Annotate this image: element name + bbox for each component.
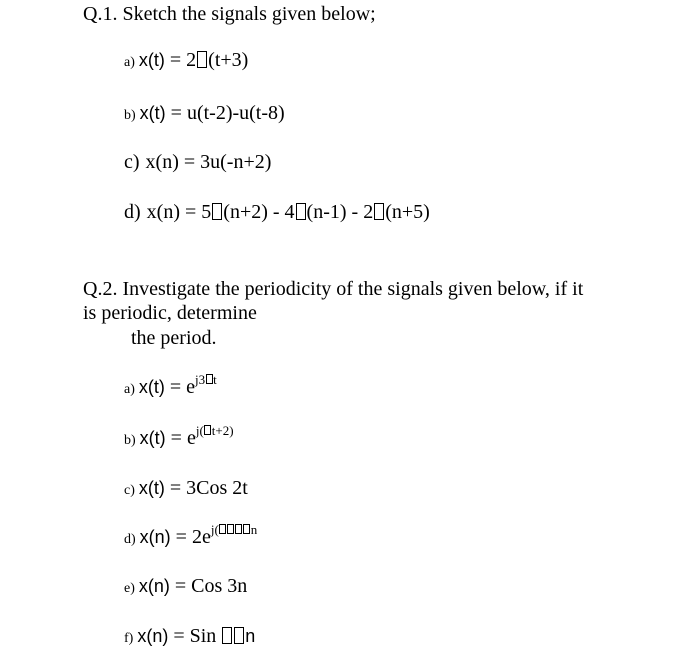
question-2-title-line1: Q.2. Investigate the periodicity of the signals given below, if it (83, 278, 584, 300)
item-expr: = 2e (170, 526, 211, 548)
item-exponent: j3 (195, 372, 206, 387)
question-2-title-line2: is periodic, determine (83, 302, 257, 324)
item-exponent: j( (210, 522, 219, 537)
missing-glyph-box (243, 524, 250, 534)
item-exponent: t+2) (211, 423, 234, 438)
item-label: c) (124, 151, 140, 173)
missing-glyph-box (234, 627, 244, 644)
item-expr: x(n) = 5 (146, 201, 212, 223)
item-label: a) (124, 55, 135, 70)
item-lhs: x(t) (139, 103, 166, 123)
missing-glyph-box (222, 627, 232, 644)
item-expr: = 2 (164, 49, 197, 71)
item-lhs: x(t) (138, 377, 165, 397)
item-lhs: x(t) (138, 50, 165, 70)
item-lhs: x(t) (138, 478, 165, 498)
q1-item-c (124, 150, 271, 174)
item-label: f) (124, 631, 134, 646)
missing-glyph-box (212, 203, 222, 220)
q1-item-d (124, 200, 430, 224)
item-expr: n (245, 626, 256, 646)
item-lhs: x(t) (139, 428, 166, 448)
missing-glyph-box (374, 203, 384, 220)
item-label: d) (124, 532, 136, 547)
item-lhs: x(n) (137, 626, 169, 646)
q2-item-c (124, 476, 248, 503)
item-expr: (t+3) (208, 49, 249, 71)
item-expr: = e (165, 427, 196, 449)
missing-glyph-box (197, 51, 207, 68)
missing-glyph-box (219, 524, 226, 534)
item-label: d) (124, 201, 141, 223)
q2-item-b (124, 423, 234, 453)
item-lhs: x(n) (139, 527, 171, 547)
q2-item-f (124, 624, 255, 651)
q2-item-d (124, 522, 258, 552)
item-expr: = u(t-2)-u(t-8) (165, 102, 285, 124)
missing-glyph-box (206, 374, 213, 384)
q2-item-e (124, 574, 247, 601)
item-label: e) (124, 581, 135, 596)
item-exponent: j( (195, 423, 204, 438)
item-label: b) (124, 108, 136, 123)
item-label: c) (124, 483, 135, 498)
missing-glyph-box (227, 524, 234, 534)
item-expr: = e (164, 376, 196, 398)
missing-glyph-box (204, 425, 211, 435)
missing-glyph-box (235, 524, 242, 534)
question-2-title-line3: the period. (131, 327, 217, 349)
item-exponent: t (213, 372, 217, 387)
item-expr: (n+2) - 4 (223, 201, 295, 223)
item-expr: = Cos 3n (169, 575, 248, 597)
q2-item-a (124, 372, 217, 402)
question-1-title: Q.1. Sketch the signals given below; (83, 3, 376, 25)
item-lhs: x(n) (138, 576, 170, 596)
item-exponent: n (250, 522, 258, 537)
q1-item-b (124, 101, 285, 128)
item-label: a) (124, 382, 135, 397)
q1-item-a (124, 48, 248, 75)
item-label: b) (124, 433, 136, 448)
item-expr: x(n) = 3u(-n+2) (145, 151, 272, 173)
item-expr: (n+5) (385, 201, 430, 223)
item-expr: (n-1) - 2 (306, 201, 374, 223)
item-expr: = 3Cos 2t (164, 477, 248, 499)
missing-glyph-box (296, 203, 306, 220)
item-expr: = Sin (168, 625, 222, 647)
